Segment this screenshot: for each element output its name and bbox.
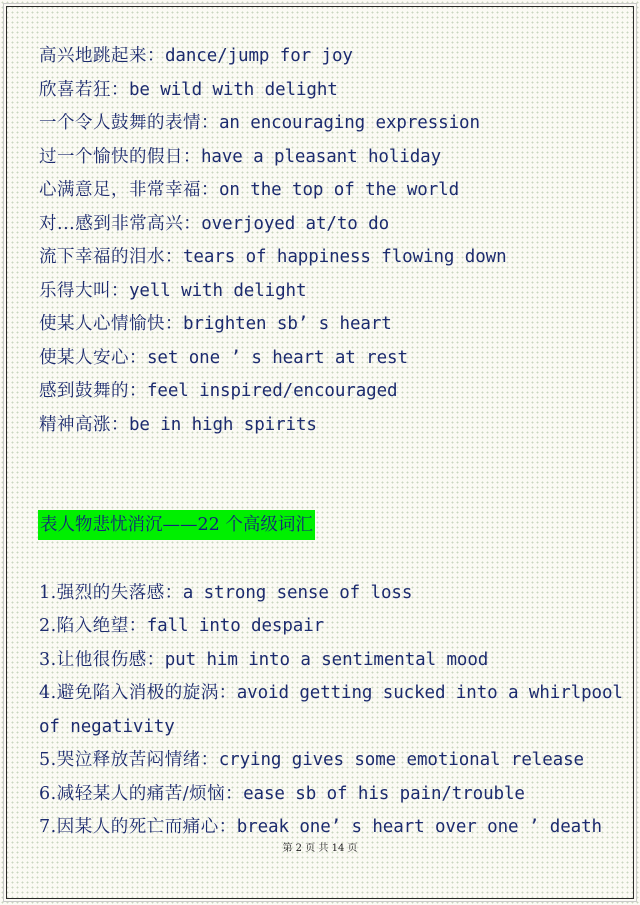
phrase-english: be in high spirits bbox=[129, 415, 317, 435]
numbered-phrase-line bbox=[39, 681, 623, 705]
numbered-phrase-line bbox=[39, 782, 525, 806]
phrase-chinese: 使某人安心： bbox=[39, 348, 147, 368]
phrase-chinese: 流下幸福的泪水： bbox=[39, 247, 183, 267]
phrase-english: an encouraging expression bbox=[219, 113, 480, 133]
phrase-english: brighten sb’ s heart bbox=[183, 314, 392, 334]
phrase-english: avoid getting sucked into a whirlpool bbox=[236, 683, 623, 703]
phrase-english: yell with delight bbox=[129, 281, 307, 301]
phrase-chinese: 一个令人鼓舞的表情： bbox=[39, 113, 219, 133]
phrase-line bbox=[39, 44, 353, 68]
phrase-chinese: 7.因某人的死亡而痛心： bbox=[39, 817, 237, 837]
phrase-line bbox=[39, 212, 389, 236]
phrase-english: tears of happiness flowing down bbox=[183, 247, 507, 267]
phrase-chinese: 过一个愉快的假日： bbox=[39, 147, 201, 167]
numbered-phrase-line bbox=[39, 581, 412, 605]
phrase-english: break one’ s heart over one ’ death bbox=[236, 817, 602, 837]
numbered-phrase-line bbox=[39, 815, 602, 839]
phrase-english: a strong sense of loss bbox=[182, 583, 413, 603]
phrase-chinese: 5.哭泣释放苦闷情绪： bbox=[39, 750, 219, 770]
phrase-english: fall into despair bbox=[146, 616, 325, 636]
phrase-english: be wild with delight bbox=[129, 80, 338, 100]
numbered-phrase-continuation bbox=[39, 715, 175, 739]
phrase-line bbox=[39, 312, 392, 336]
phrase-english: overjoyed at/to do bbox=[201, 214, 390, 234]
phrase-english: have a pleasant holiday bbox=[201, 147, 442, 167]
phrase-chinese: 心满意足，非常幸福： bbox=[39, 180, 219, 200]
phrase-chinese: 高兴地跳起来： bbox=[39, 46, 165, 66]
phrase-chinese: 使某人心情愉快： bbox=[39, 314, 183, 334]
phrase-line bbox=[39, 245, 507, 269]
phrase-line bbox=[39, 346, 408, 370]
phrase-line bbox=[39, 178, 459, 202]
phrase-chinese: 精神高涨： bbox=[39, 415, 129, 435]
phrase-line bbox=[39, 413, 317, 437]
section-heading: 表人物悲忧消沉——22 个高级词汇 bbox=[38, 510, 315, 540]
phrase-chinese: 4.避免陷入消极的旋涡： bbox=[39, 683, 237, 703]
phrase-chinese: 欣喜若狂： bbox=[39, 80, 129, 100]
phrase-chinese: 1.强烈的失落感： bbox=[39, 583, 183, 603]
phrase-chinese: 感到鼓舞的： bbox=[39, 381, 147, 401]
numbered-phrase-line bbox=[39, 648, 488, 672]
phrase-line bbox=[39, 78, 338, 102]
numbered-phrase-line bbox=[39, 614, 324, 638]
phrase-english: crying gives some emotional release bbox=[218, 750, 584, 770]
phrase-line bbox=[39, 111, 480, 135]
phrase-chinese: 乐得大叫： bbox=[39, 281, 129, 301]
numbered-phrase-line bbox=[39, 748, 584, 772]
phrase-english: put him into a sentimental mood bbox=[164, 650, 489, 670]
phrase-line bbox=[39, 145, 441, 169]
phrase-english: dance/jump for joy bbox=[165, 46, 353, 66]
phrase-chinese: 对...感到非常高兴： bbox=[39, 214, 202, 234]
phrase-english: feel inspired/encouraged bbox=[147, 381, 398, 401]
phrase-chinese: 2.陷入绝望： bbox=[39, 616, 147, 636]
phrase-chinese: 6.减轻某人的痛苦/烦恼： bbox=[39, 784, 244, 804]
page-footer: 第 2 页 共 14 页 bbox=[282, 843, 358, 854]
phrase-english: of negativity bbox=[39, 717, 175, 737]
phrase-english: set one ’ s heart at rest bbox=[147, 348, 408, 368]
phrase-english: on the top of the world bbox=[219, 180, 460, 200]
phrase-english: ease sb of his pain/trouble bbox=[243, 784, 525, 804]
phrase-line bbox=[39, 379, 397, 403]
phrase-chinese: 3.让他很伤感： bbox=[39, 650, 165, 670]
phrase-line bbox=[39, 279, 306, 303]
